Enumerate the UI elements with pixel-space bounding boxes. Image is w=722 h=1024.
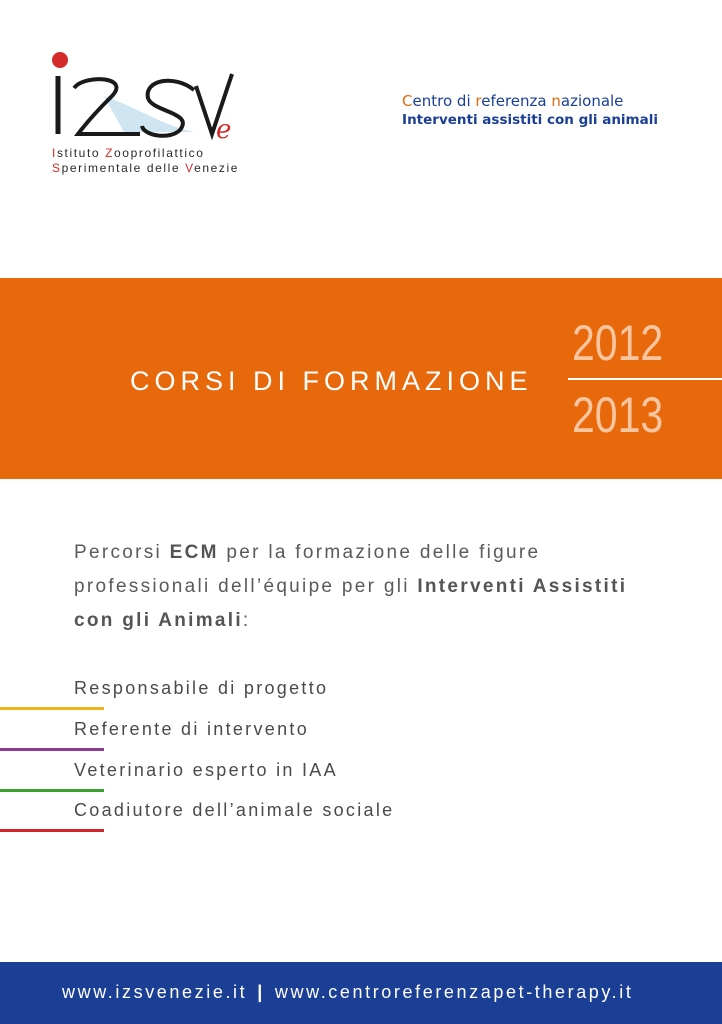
role-color-bar bbox=[0, 829, 104, 832]
role-label: Responsabile di progetto bbox=[74, 678, 329, 698]
role-item bbox=[0, 800, 395, 840]
title-banner bbox=[0, 278, 722, 479]
svg-text:e: e bbox=[216, 115, 232, 145]
logo-subtitle-line1: Istituto Zooprofilattico bbox=[52, 146, 205, 160]
logo-subtitle-line2: Sperimentale delle Venezie bbox=[52, 161, 240, 175]
footer-separator: | bbox=[257, 982, 265, 1002]
footer-bar bbox=[0, 962, 722, 1024]
role-label: Coadiutore dell’animale sociale bbox=[74, 800, 395, 820]
centro-referenza bbox=[402, 92, 658, 128]
role-item bbox=[0, 719, 360, 759]
role-item bbox=[0, 760, 360, 800]
year-top: 2012 bbox=[572, 315, 664, 371]
centro-title: Centro di referenza nazionale bbox=[402, 92, 624, 110]
role-color-bar bbox=[0, 789, 104, 792]
logo-subtitle bbox=[52, 146, 239, 176]
centro-subtitle: Interventi assistiti con gli animali bbox=[402, 112, 658, 128]
izsvenezie-link[interactable]: www.izsvenezie.it bbox=[62, 982, 248, 1002]
year-divider bbox=[568, 378, 722, 380]
role-color-bar bbox=[0, 748, 104, 751]
role-label: Referente di intervento bbox=[74, 719, 310, 739]
intro-text: Percorsi ECM per la formazione delle figure professionali dell’équipe per gli Interventi Assistiti con gli Animali: bbox=[74, 542, 628, 631]
year-bottom: 2013 bbox=[572, 387, 664, 443]
centro-referenza-link[interactable]: www.centroreferenzapet-therapy.it bbox=[274, 982, 634, 1002]
role-label: Veterinario esperto in IAA bbox=[74, 760, 338, 780]
logo-mark bbox=[44, 46, 244, 146]
role-color-bar bbox=[0, 707, 104, 710]
role-item bbox=[0, 678, 360, 718]
izsve-logo bbox=[44, 46, 264, 186]
banner-title: CORSI DI FORMAZIONE bbox=[130, 366, 533, 396]
